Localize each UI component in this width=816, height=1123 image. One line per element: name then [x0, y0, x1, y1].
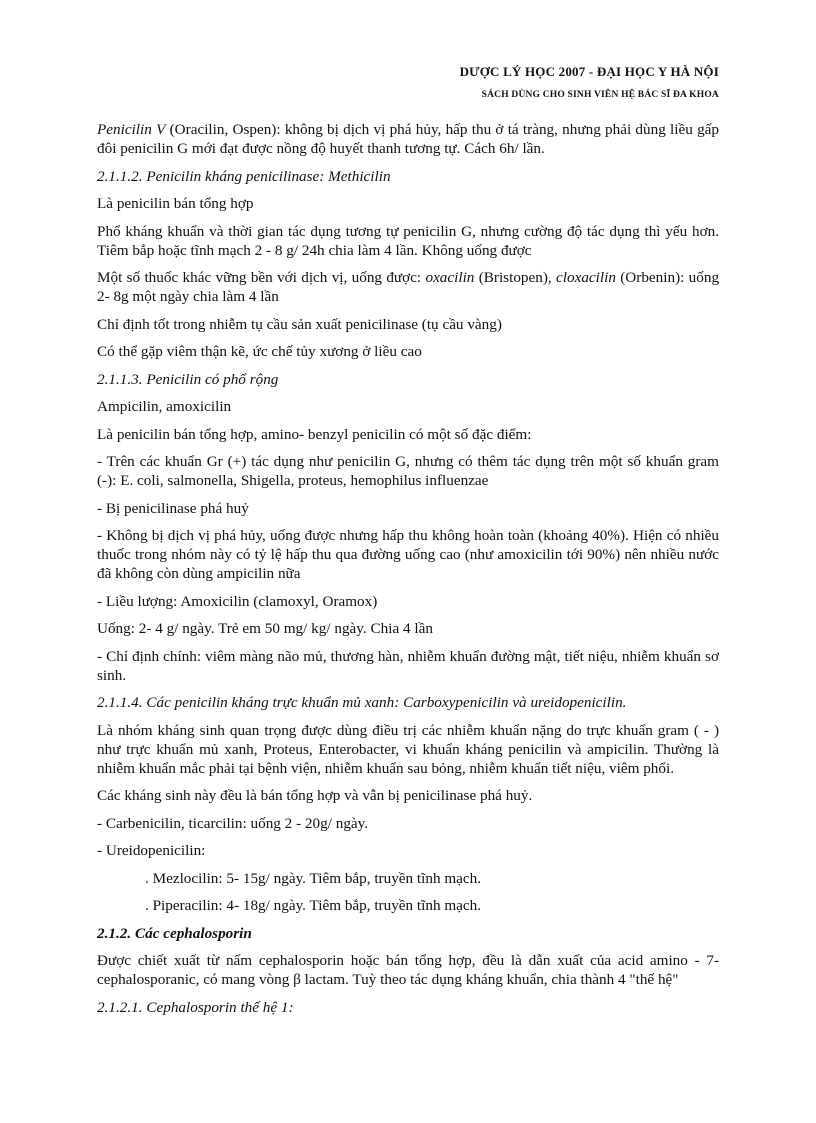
list-item: - Chỉ định chính: viêm màng não mủ, thương hàn, nhiễm khuẩn đường mật, tiết niệu, nhiễm khuẩn sơ sinh. — [97, 647, 719, 684]
list-item: - Liều lượng: Amoxicilin (clamoxyl, Oramox) — [97, 592, 378, 610]
paragraph: Là nhóm kháng sinh quan trọng được dùng điều trị các nhiễm khuẩn nặng do trực khuẩn gram ( - ) như trực khuẩn mủ xanh, Proteus, Enterobacter, vi khuẩn kháng penicilin và ampicilin. Thường là nhiễm khuẩn mắc phải tại bệnh viện, nhiễm khuẩn sau bỏng, nhiễm khuẩn tiết niệu, viêm phổi. — [97, 721, 719, 777]
list-item: - Bị penicilinase phá huỷ — [97, 499, 249, 517]
paragraph: Có thể gặp viêm thận kẽ, ức chế tủy xương ở liều cao — [97, 343, 422, 360]
paragraph: Các kháng sinh này đều là bán tổng hợp và vẫn bị penicilinase phá huỷ. — [97, 787, 533, 804]
paragraph: Ampicilin, amoxicilin — [97, 398, 232, 415]
paragraph: Là penicilin bán tổng hợp — [97, 195, 254, 212]
paragraph: Phổ kháng khuẩn và thời gian tác dụng tương tự penicilin G, nhưng cường độ tác dụng thì yếu hơn. Tiêm bắp hoặc tĩnh mạch 2 - 8 g/ 24h chia làm 4 lần. Không uống được — [97, 222, 719, 259]
list-item: - Ureidopenicilin: — [97, 842, 206, 859]
sub-list-item: . Piperacilin: 4- 18g/ ngày. Tiêm bắp, truyền tĩnh mạch. — [145, 897, 482, 914]
page-body — [97, 120, 719, 1025]
list-item: - Carbenicilin, ticarcilin: uống 2 - 20g/ ngày. — [97, 814, 369, 832]
header-title: DƯỢC LÝ HỌC 2007 - ĐẠI HỌC Y HÀ NỘI — [459, 64, 719, 79]
section-heading-2-1-1-4: 2.1.1.4. Các penicilin kháng trực khuẩn mủ xanh: Carboxypenicilin và ureidopenicilin. — [97, 694, 627, 711]
paragraph-penicilin-v: Penicilin V (Oracilin, Ospen): không bị dịch vị phá hủy, hấp thu ở tá tràng, nhưng phải dùng liều gấp đôi penicilin G mới đạt được nồng độ huyết thanh tương tự. Cách 6h/ lần. — [97, 121, 720, 157]
drug-name-oxacilin: oxacilin — [425, 269, 475, 286]
paragraph: Uống: 2- 4 g/ ngày. Trẻ em 50 mg/ kg/ ngày. Chia 4 lần — [97, 620, 433, 637]
list-item: - Trên các khuẩn Gr (+) tác dụng như penicilin G, nhưng có thêm tác dụng trên một số khuẩn gram (-): E. coli, salmonella, Shigella, proteus, hemophilus influenzae — [97, 453, 719, 489]
paragraph: Chỉ định tốt trong nhiễm tụ cầu sản xuất penicilinase (tụ cầu vàng) — [97, 315, 502, 333]
drug-name-cloxacilin: cloxacilin — [556, 269, 616, 286]
paragraph: Được chiết xuất từ nấm cephalosporin hoặc bán tổng hợp, đều là dẫn xuất của acid amino - 7- cephalosporanic, có mang vòng β lactam. Tuỳ theo tác dụng kháng khuẩn, chia thành 4 "thế hệ" — [97, 952, 719, 988]
list-item: - Không bị dịch vị phá hủy, uống được nhưng hấp thu không hoàn toàn (khoảng 40%). Hiện có nhiều thuốc trong nhóm này có tỷ lệ hấp thu qua đường uống cao (như amoxicilin tới 90%) nên nhiều nước đã không còn dùng ampicilin nữa — [97, 527, 719, 582]
section-heading-2-1-2-1: 2.1.2.1. Cephalosporin thế hệ 1: — [97, 998, 294, 1016]
section-heading-2-1-1-2: 2.1.1.2. Penicilin kháng penicilinase: Methicilin — [97, 167, 391, 185]
header-subtitle: SÁCH DÙNG CHO SINH VIÊN HỆ BÁC SĨ ĐA KHOA — [481, 90, 719, 100]
sub-list-item: . Mezlocilin: 5- 15g/ ngày. Tiêm bắp, truyền tĩnh mạch. — [145, 869, 482, 887]
paragraph: Một số thuốc khác vững bền với dịch vị, uống được: oxacilin (Bristopen), cloxacilin (Orbenin): uống 2- 8g một ngày chia làm 4 lần — [97, 269, 720, 305]
section-heading-2-1-1-3: 2.1.1.3. Penicilin có phổ rộng — [97, 370, 279, 388]
section-heading-2-1-2: 2.1.2. Các cephalosporin — [97, 924, 252, 942]
drug-name-penicilin-v: Penicilin V — [97, 121, 166, 138]
paragraph: Là penicilin bán tổng hợp, amino- benzyl penicilin có một số đặc điểm: — [97, 425, 532, 443]
